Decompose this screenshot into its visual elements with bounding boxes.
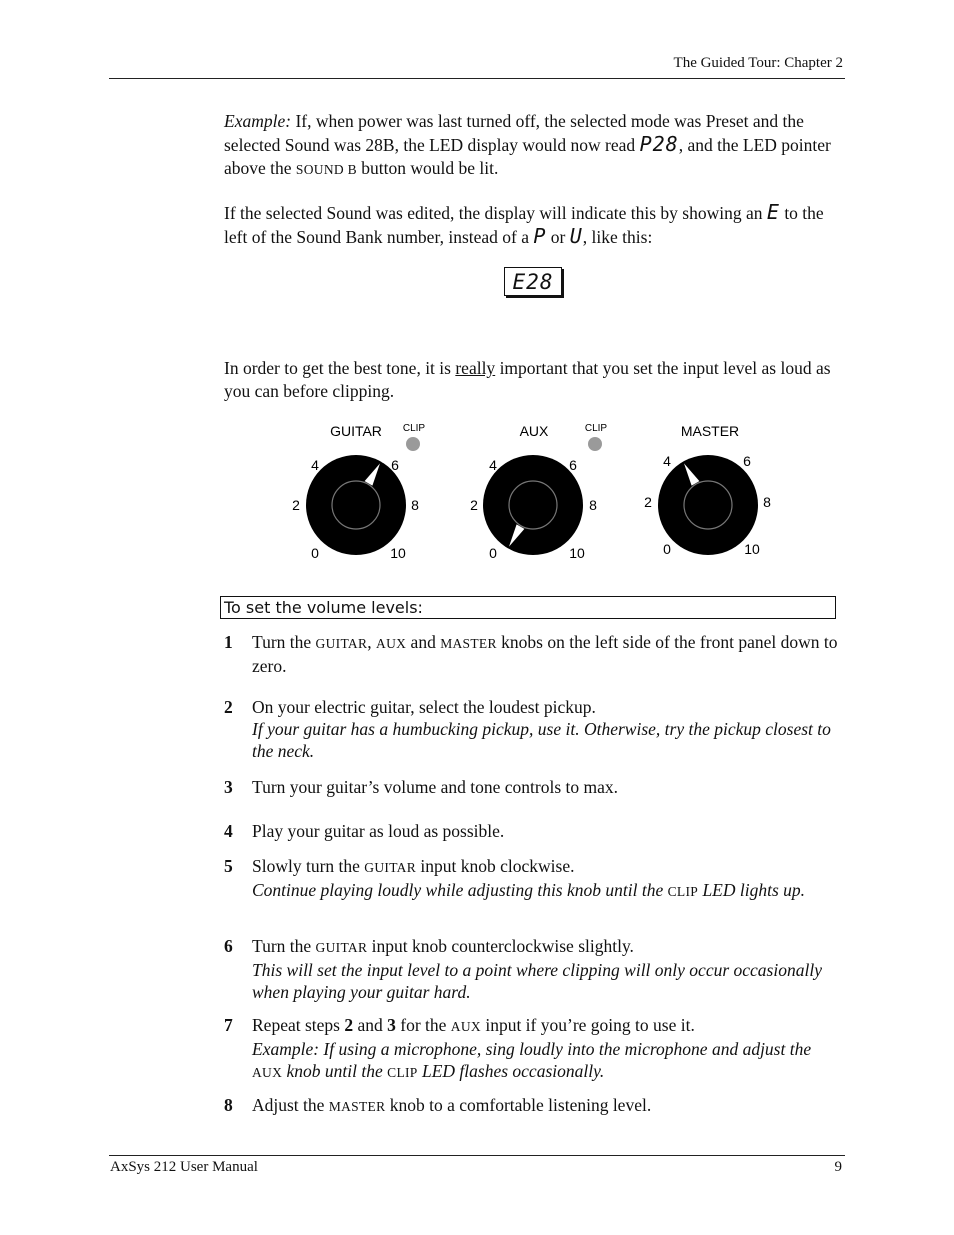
master-knob-group xyxy=(644,423,771,557)
guitar-tick-4: 4 xyxy=(311,457,319,473)
led-readout-inline: P28 xyxy=(639,132,679,156)
master-tick-4: 4 xyxy=(663,453,671,469)
aux-tick-10: 10 xyxy=(569,545,585,561)
step-7: 7 Repeat steps 2 and 3 for the AUX input if you’re going to use it. Example: If using a microphone, sing loudly into the microphone and adjust the AUX knob until the CLIP LED flashes occasionally. xyxy=(224,1014,844,1084)
guitar-knob-group xyxy=(292,423,425,561)
guitar-tick-6: 6 xyxy=(391,457,399,473)
emphasis-really: really xyxy=(455,358,496,378)
aux-knob-group xyxy=(470,423,607,561)
aux-tick-2: 2 xyxy=(470,497,478,513)
master-tick-8: 8 xyxy=(763,494,771,510)
aux-clip-led xyxy=(588,437,602,451)
step-8: 8 Adjust the MASTER knob to a comfortable listening level. xyxy=(224,1095,652,1115)
master-tick-2: 2 xyxy=(644,494,652,510)
aux-tick-0: 0 xyxy=(489,545,497,561)
guitar-clip-led xyxy=(406,437,420,451)
master-knob-body xyxy=(658,455,758,555)
guitar-clip-label: CLIP xyxy=(402,423,426,434)
aux-tick-6: 6 xyxy=(569,457,577,473)
step-3: 3 Turn your guitar’s volume and tone controls to max. xyxy=(224,777,619,797)
header-rule xyxy=(109,78,845,79)
step-2: 2 On your electric guitar, select the loudest pickup. If your guitar has a humbucking pickup, use it. Otherwise, try the pickup closest to the neck. xyxy=(224,696,844,762)
master-tick-10: 10 xyxy=(744,541,760,557)
guitar-tick-10: 10 xyxy=(390,545,406,561)
example-paragraph: Example: If, when power was last turned off, the selected mode was Preset and the selected Sound was 28B, the LED display would now read P28, and the LED pointer above the SOUND B button would be lit. xyxy=(224,111,831,178)
example-label: Example: xyxy=(224,111,292,131)
sound-b-label: SOUND B xyxy=(295,162,357,177)
knob-diagram xyxy=(280,415,800,565)
aux-tick-4: 4 xyxy=(489,457,497,473)
step-6-note: This will set the input level to a point where clipping will only occur occasionally when playing your guitar hard. xyxy=(252,960,822,1002)
aux-clip-label: CLIP xyxy=(584,423,608,434)
led-display: E28 xyxy=(504,267,562,296)
step-5: 5 Slowly turn the GUITAR input knob clockwise. Continue playing loudly while adjusting this knob until the CLIP LED lights up. xyxy=(224,855,844,903)
step-1: 1 Turn the GUITAR, AUX and MASTER knobs on the left side of the front panel down to zero. xyxy=(224,632,838,676)
guitar-knob-label: GUITAR xyxy=(330,423,382,439)
tone-paragraph: In order to get the best tone, it is really important that you set the input level as loud as you can before clipping. xyxy=(224,358,831,401)
master-knob-label: MASTER xyxy=(680,423,740,439)
running-header: The Guided Tour: Chapter 2 xyxy=(673,55,843,71)
footer-title: AxSys 212 User Manual xyxy=(110,1159,258,1175)
guitar-tick-0: 0 xyxy=(311,545,319,561)
step-2-note: If your guitar has a humbucking pickup, use it. Otherwise, try the pickup closest to the neck. xyxy=(252,719,831,761)
master-tick-0: 0 xyxy=(663,541,671,557)
aux-knob-label: AUX xyxy=(519,423,549,439)
footer-rule xyxy=(109,1155,845,1156)
edited-sound-paragraph: If the selected Sound was edited, the display will indicate this by showing an E to the left of the Sound Bank number, instead of a P or U, like this: xyxy=(224,200,824,248)
step-6: 6 Turn the GUITAR input knob counterclockwise slightly. This will set the input level to a point where clipping will only occur occasionally when playing your guitar hard. xyxy=(224,935,844,1003)
aux-knob-body xyxy=(483,455,583,555)
guitar-tick-8: 8 xyxy=(411,497,419,513)
page-number: 9 xyxy=(834,1159,842,1175)
step-7-note: Example: If using a microphone, sing loudly into the microphone and adjust the AUX knob until the CLIP LED flashes occasionally. xyxy=(252,1039,812,1081)
master-tick-6: 6 xyxy=(743,453,751,469)
step-4: 4 Play your guitar as loud as possible. xyxy=(224,821,505,841)
aux-tick-8: 8 xyxy=(589,497,597,513)
guitar-tick-2: 2 xyxy=(292,497,300,513)
procedure-heading: To set the volume levels: xyxy=(220,596,836,619)
step-5-note: Continue playing loudly while adjusting this knob until the CLIP LED lights up. xyxy=(252,880,806,900)
